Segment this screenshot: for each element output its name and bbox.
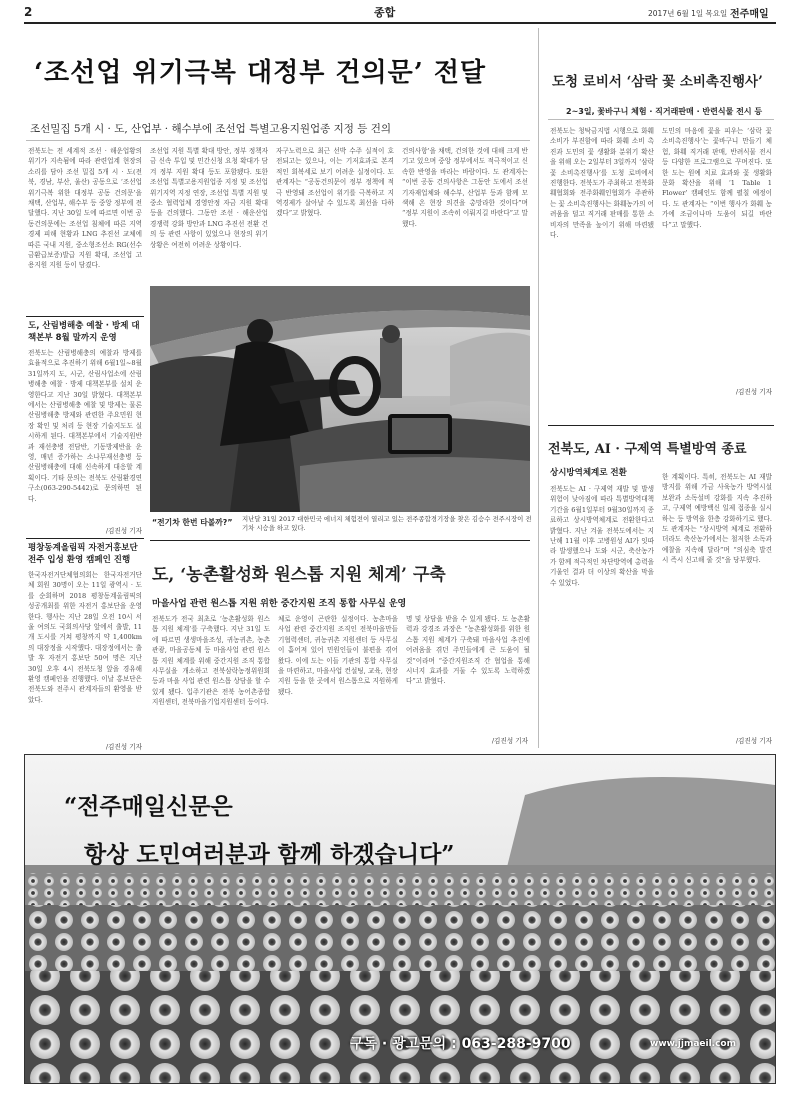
left-col-rule <box>26 316 144 317</box>
photo-quote: “전기차 한번 타볼까?” <box>152 518 233 527</box>
bike-article-title: 평창동계올림픽 자전거홍보단 전주 입성 환영 캠페인 진행 <box>28 543 138 565</box>
vertical-divider <box>538 28 539 748</box>
ad-phone: 063-288-9700 <box>461 1036 571 1052</box>
rural-column-3: 명 및 상담을 받을 수 있게 됐다. 도 농촌활력과 강경조 과장은 “농촌활성화를 위한 원스톱 지원 체계가 구축돼 마을사업 추진에 어려움을 겪던 주민들에게 큰 도움이 될 것”이라며 “중간지원조직 간 협업을 통해 시너지 효과를 거둘 수 있도록 노력하겠다”고 밝혔다. <box>406 615 530 686</box>
lead-headline: ‘조선업 위기극복 대정부 건의문’ 전달 <box>34 58 487 88</box>
lead-sub-rule <box>26 140 530 141</box>
left-col-rule-2 <box>26 538 144 539</box>
lead-column-2: 조선업 지원 특별 확대 방안, 정부 정책자금 신속 투입 및 민간신청 요청 확대가 담겨 정부 지원 확대 등도 포함됐다. 또한 조선업 특별고용지원업종 지정 및 조선업 위기지역 지정 연장, 조선업 특별 지원 및 중소 협력업체 경영안정 자금 지원 확대 등을 건의했다. 그동안 조선 · 해운산업 경쟁력 강화 방안과 LNG 추진선 전환 건의 등 관련 사항이 있었으나 현장의 위기 상황은 여전히 어려운 상황이다. <box>150 147 268 249</box>
flower-column-2: 도민의 마음에 꽃을 피우는 ‘삼락 꽃 소비촉진행사’는 꽃바구니 만들기 체험, 화훼 직거래 판매, 반려식물 전시 등 다양한 프로그램으로 꾸며진다. 또한 도는 원예 치료 효과와 꽃 생활화 문화 확산을 위해 ‘1 Table 1 Flower’ 캠페인도 함께 펼칠 예정이다. 도 관계자는 “이번 행사가 화훼 농가에 조금이나마 도움이 되길 바란다”고 말했다. <box>662 127 772 229</box>
ad-contact <box>350 1033 571 1053</box>
issue-date: 2017년 6월 1일 목요일 <box>648 9 728 18</box>
ad-slogan-line1: “전주매일신문은 <box>64 793 233 820</box>
lead-column-1: 전북도는 전 세계적 조선 · 해운업황의 위기가 지속됨에 따라 관련업계 현장의 소리를 담아 조선 밀집 5개 시 · 도(전북, 경남, 부산, 울산) 공동으로 ‘조선업 위기극복 위한 대정부 공동 건의문’을 채택, 산업부, 해수부 등 중앙 정부에 전달했다. 지난 30일 도에 따르면 이번 공동건의문에는 조선업 침체에 따른 지역경제 피해 현황과 LNG 추진선 교체에 따른 국내 지원, 중소형조선소 RG(선수금환급보증)발급 지원 확대, 조선업 고용지원 지원 등이 담겼다. <box>28 147 142 270</box>
ai-column-2: 한 계획이다. 특히, 전북도는 AI 재발 방지를 위해 가금 사육농가 방역시설 보완과 소독설비 강화를 지속 추진하고, 구제역 예방백신 일제 접종을 실시하는 등 방역을 한층 강화하기로 했다. 도 관계자는 “상시방역 체계로 전환하더라도 축산농가에서는 철저한 소독과 예찰을 지속해 달라”며 “의심축 발견 시 즉시 신고해 줄 것”을 당부했다. <box>662 473 772 565</box>
header-rule <box>24 22 776 24</box>
bike-article-body: 한국자전거단체협의회는 한국자전거단체 회원 30명이 오는 11일 광역시 · 도를 순회하며 2018 평창동계올림픽의 성공개최를 위한 자전거 홍보단을 운영한다. 행사는 지난 28일 오전 10시 서울 여의도 국회의사당 앞에서 출발, 11개 도시를 거쳐 평창까지 약 1,400km의 대장정을 시작했다. 대장정에서는 출발 후 자전거 홍보단 50여 명은 지난 30일 오후 4시 전북도청 앞을 경유해 환영 캠페인을 진행했다. 이날 홍보단은 전북도와 전주시 관계자들의 환영을 받았다. <box>28 571 142 704</box>
electric-car-photo <box>150 286 530 512</box>
flower-sub-rule <box>548 119 774 120</box>
rural-byline: /김진성 기자 <box>491 737 528 745</box>
ai-byline: /김진성 기자 <box>735 737 772 745</box>
lead-subhead: 조선밀집 5개 시 · 도, 산업부 · 해수부에 조선업 특별고용지원업종 지정 등 건의 <box>30 123 392 135</box>
ad-slogan-line2: 항상 도민여러분과 함께 하겠습니다” <box>84 841 455 868</box>
rural-top-rule <box>150 540 530 541</box>
forest-article-body: 전북도는 산림병해충의 예찰과 방제를 효율적으로 추진하기 위해 6월1일~8월31일까지 도, 시군, 산림사업소에 산림병해충 예찰 · 방제 대책본부를 설치 운영한다고 지난 30일 밝혔다. 대책본부에서는 산림병해충 예찰 및 방제는 물론 산림병해충 방제와 관련한 주요민원 현장 확인 및 처리 등 현장 기술지도도 실시하게 된다. 대책본부에서 기술지원반과 재선충병 전담반, 기동방제반을 운영, 매년 증가하는 소나무재선충병 등 산림병해충에 대해 신속하게 대응할 계획이다. 기타 문의는 전북도 산림환경연구소(063-290-5442)로 문의하면 된다. <box>28 349 142 503</box>
ai-subhead: 상시방역체계로 전환 <box>550 468 627 478</box>
page-number: 2 <box>24 5 33 19</box>
flower-byline: /김진성 기자 <box>735 388 772 396</box>
rural-headline: 도, ‘농촌활성화 원스톱 지원 체계’ 구축 <box>152 565 446 585</box>
rural-column-1: 전북도가 전국 최초로 ‘농촌활성화 원스톱 지원 체계’를 구축했다. 지난 31일 도에 따르면 생생마을조성, 귀농귀촌, 농촌관광, 마을공동체 등 마을사업 관련 원스톱 지원 체계를 위해 중간지원 조직 통합 사무실을 개소하고 전북삼락농정위원회 등과 마을 사업 관련 원스톱 상담을 할 수 있게 됐다. 입주기관은 전북 농어촌종합지원센터, 전북마을기업지원센터 등이다. <box>152 615 270 707</box>
ai-headline: 전북도, AI · 구제역 특별방역 종료 <box>548 442 747 457</box>
forest-article-byline: /김진성 기자 <box>105 527 142 535</box>
flower-headline: 도청 로비서 ‘삼락 꽃 소비촉진행사’ <box>552 74 763 90</box>
flower-subhead: 2~3일, 꽃바구니 체험 · 직거래판매 · 반련식물 전시 등 <box>566 107 763 116</box>
ad-contact-label: 구독 · 광고문의 : <box>350 1036 457 1052</box>
right-mid-rule <box>548 425 774 426</box>
lead-column-4: 건의사항’을 채택, 건의한 것에 대해 크게 반기고 있으며 중앙 정부에서도 적극적이고 신속한 반영을 바라는 바람이다. 도 관계자는 “이번 공동 건의사항은 그동안 도에서 조선기자재업체와 해수부, 산업부 등과 함께 모색해 온 현장 의견을 총망라한 것이다”며 “정부 지원이 조속히 이뤄지길 바란다”고 말했다. <box>402 147 528 228</box>
flower-column-1: 전북도는 청탁금지법 시행으로 화훼 소비가 부진함에 따라 화훼 소비 촉진과 도민의 꽃 생활화 분위기 확산을 위해 오는 2일부터 3일까지 ‘삼락 꽃 소비촉진행사’를 도청 로비에서 진행한다. 전북도가 주최하고 전북화훼협회와 전주화훼인협회가 주관하는 꽃 소비촉진행사는 화훼농가의 어려움을 덜고 직거래 판매를 통한 소비자의 만족을 높이기 위해 마련됐다. <box>550 127 654 240</box>
section-label: 종합 <box>374 6 396 19</box>
paper-name: 전주매일 <box>730 9 769 20</box>
ad-url[interactable]: www.jjmaeil.com <box>650 1039 736 1049</box>
photo-caption: 지난달 31일 2017 대한민국 에너지 체험전이 열리고 있는 전주종합경기장을 찾은 김승수 전주시장이 전기차 시승을 하고 있다. <box>242 515 532 532</box>
rural-subhead: 마을사업 관련 원스톱 지원 위한 중간지원 조직 통합 사무실 운영 <box>152 599 407 609</box>
bike-article-byline: /김진성 기자 <box>105 743 142 751</box>
ai-column-1: 전북도는 AI · 구제역 재발 및 발생위험이 낮아짐에 따라 특별방역대책기간을 6월1일부터 9월30일까지 종료하고 상시방역체계로 전환한다고 밝혔다. 지난 겨울 전북도에서는 지난해 11월 이후 고병원성 AI가 잇따라 발생했으나 도와 시군, 축산농가가 함께 적극적인 차단방역에 총력을 기울인 결과 더 이상의 확산을 막을 수 있었다. <box>550 485 654 587</box>
forest-article-title: 도, 산림병해충 예찰 · 방제 대책본부 8월 말까지 운영 <box>28 321 140 343</box>
lead-column-3: 자구노력으로 최근 선박 수주 실적이 호전되고는 있으나, 이는 기저효과로 본격적인 회복세로 보기 어려운 실정이다. 도 관계자는 “공동건의문이 정부 정책에 적극 반영돼 조선업이 위기를 극복하고 지역경제가 살아날 수 있도록 최선을 다하겠다”고 밝혔다. <box>276 147 394 218</box>
rural-column-2: 체로 운영이 곤란한 실정이다. 농촌마을 사업 관련 중간지원 조직인 전북마을만들기협력센터, 귀농귀촌 지원센터 등 사무실이 흩어져 있어 민원인들이 불편을 겪어 왔다. 이에 도는 이들 기관의 통합 사무실을 마련하고, 마을사업 컨설팅, 교육, 현장 지원 등을 한 곳에서 원스톱으로 지원하게 됐다. <box>278 615 398 696</box>
